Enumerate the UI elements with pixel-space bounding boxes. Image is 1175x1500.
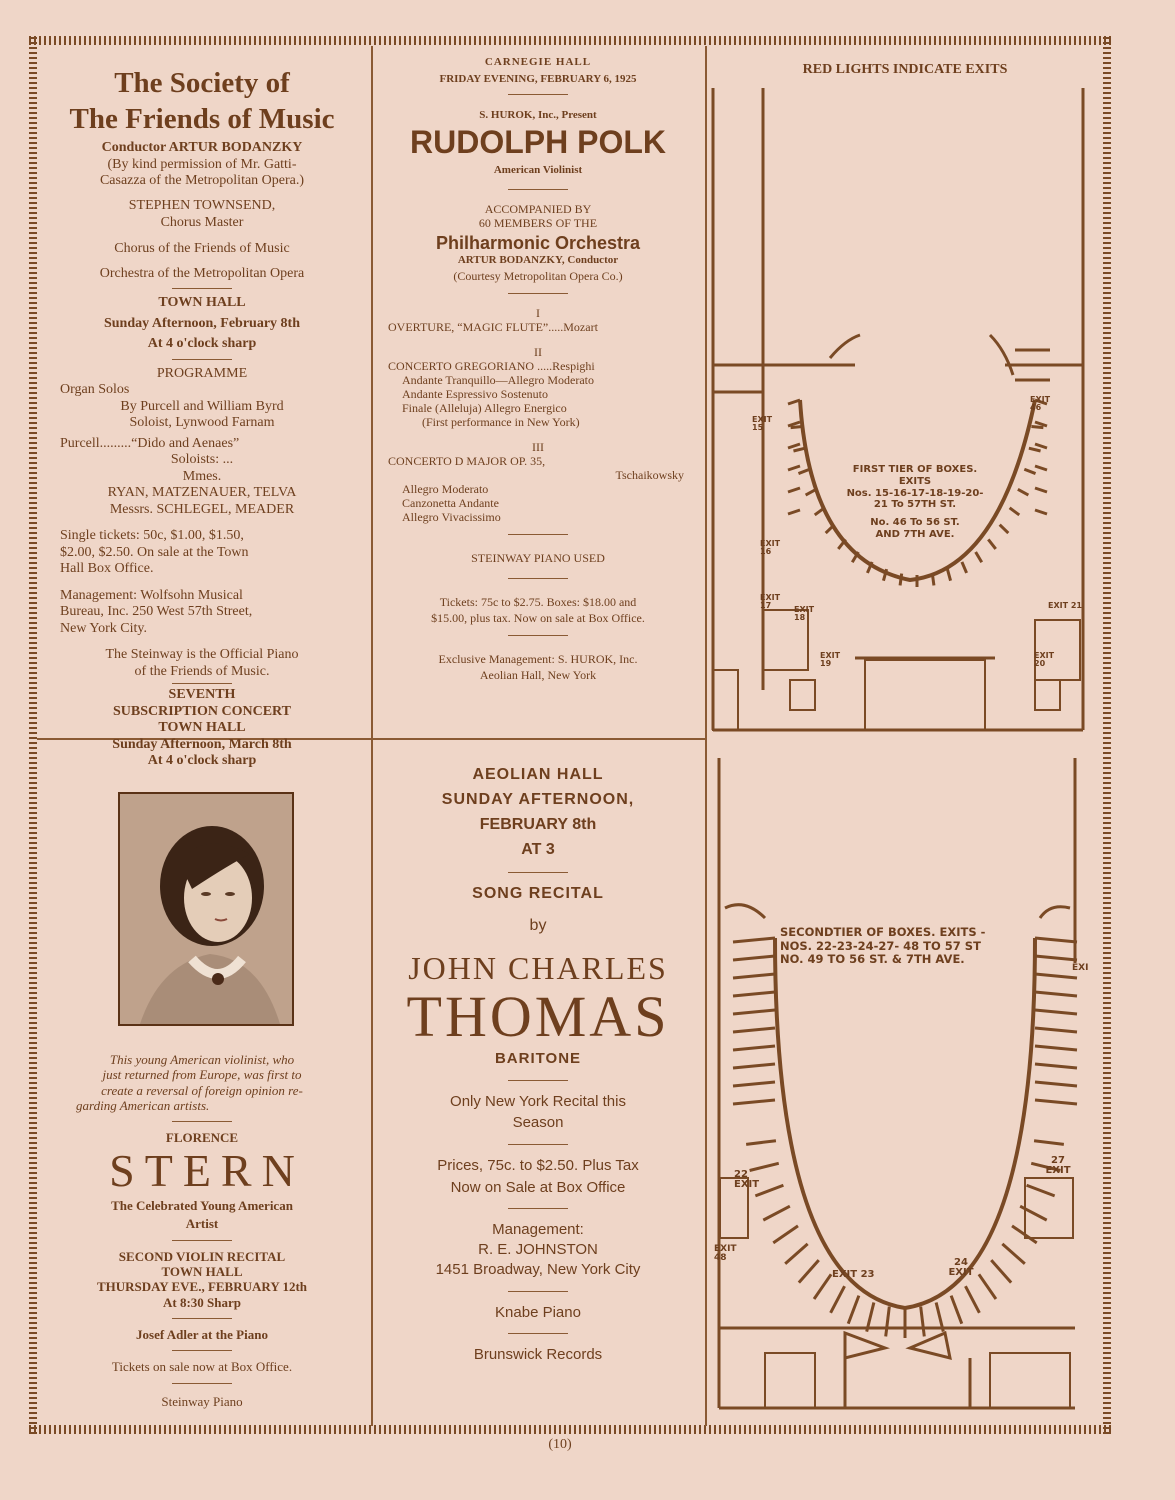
stern-last-name: STERN: [109, 1144, 305, 1196]
top-border: [29, 36, 1111, 45]
society-time: At 4 o'clock sharp: [147, 336, 257, 352]
singers-men: Messrs. SCHLEGEL, MEADER: [109, 501, 295, 517]
movement-3a: Allegro Moderato: [402, 482, 489, 497]
exit-21-label: EXIT 21: [1048, 601, 1082, 610]
box-seat-mark: [788, 466, 800, 470]
programme-heading: PROGRAMME: [156, 365, 248, 381]
box-seat-mark: [1010, 508, 1020, 515]
box-seat-mark: [1035, 1010, 1077, 1014]
box-seat-mark: [979, 1274, 996, 1299]
society-tickets-1: Single tickets: 50c, $1.00, $1.50,: [60, 528, 244, 544]
box-seat-mark: [1031, 426, 1043, 427]
chorus-master-title: Chorus Master: [160, 214, 244, 230]
separator: [172, 1240, 232, 1241]
society-steinway-1: The Steinway is the Official Piano: [105, 647, 299, 663]
box-seat-mark: [962, 562, 967, 573]
box-seat-mark: [1035, 466, 1047, 470]
box-seat-mark: [798, 469, 809, 473]
thomas-records: Brunswick Records: [473, 1346, 603, 1364]
separator: [508, 534, 568, 535]
purcell-work: Purcell.........“Dido and Aenaes”: [60, 435, 240, 451]
box-seat-mark: [1035, 1082, 1077, 1086]
box-seat-mark: [1034, 1141, 1064, 1145]
box-seat-mark: [1035, 1100, 1077, 1104]
separator: [508, 1144, 568, 1145]
box-seat-mark: [1029, 448, 1041, 451]
first-tier-label-2: Nos. 15-16-17-18-19-20-: [846, 487, 984, 499]
singers-women: RYAN, MATZENAUER, TELVA: [107, 485, 297, 501]
portrait-image: [120, 794, 292, 1024]
polk-excl-1: Exclusive Management: S. HUROK, Inc.: [438, 651, 638, 666]
polk-piano: STEINWAY PIANO USED: [471, 551, 605, 566]
page-number: (10): [548, 1437, 572, 1452]
box-seat-mark: [886, 1307, 890, 1337]
separator: [508, 293, 568, 294]
society-mgmt-2: Bureau, Inc. 250 West 57th Street,: [60, 604, 253, 620]
box-seat-mark: [733, 1100, 775, 1104]
first-tier-label: [845, 464, 985, 541]
stern-first-name: FLORENCE: [165, 1130, 239, 1146]
box-seat-mark: [733, 1064, 775, 1068]
thomas-ad: [382, 766, 694, 1364]
stern-desc-2: Artist: [185, 1216, 219, 1232]
society-tickets-2: $2.00, $2.50. On sale at the Town: [60, 544, 249, 560]
society-title-2: The Friends of Music: [69, 103, 335, 136]
thomas-date: FEBRUARY 8th: [479, 815, 597, 833]
separator: [508, 872, 568, 873]
polk-orchestra: Philharmonic Orchestra: [435, 232, 641, 253]
box-seat-mark: [1035, 956, 1077, 960]
box-seat-mark: [921, 1307, 925, 1337]
thomas-piano: Knabe Piano: [495, 1303, 581, 1321]
box-seat-mark: [733, 1010, 775, 1014]
society-permission-1: (By kind permission of Mr. Gatti-: [107, 156, 297, 172]
second-tier-label-3: NO. 49 TO 56 ST. & 7TH AVE.: [780, 952, 965, 967]
society-chorus: Chorus of the Friends of Music: [114, 241, 290, 257]
thomas-recital: SONG RECITAL: [472, 884, 604, 902]
box-seat-mark: [1035, 510, 1047, 514]
box-seat-mark: [976, 552, 982, 562]
box-seat-mark: [1035, 1064, 1077, 1068]
program-number-3: III: [532, 439, 544, 454]
movement-2d: (First performance in New York): [422, 415, 580, 430]
thomas-prices-1: Prices, 75c. to $2.50. Plus Tax: [437, 1157, 639, 1175]
box-seat-mark: [947, 569, 950, 581]
separator: [172, 1350, 232, 1351]
box-seat-mark: [848, 1296, 859, 1324]
stern-caption-3: create a reversal of foreign opinion re-: [101, 1082, 303, 1098]
polk-tickets-2: $15.00, plus tax. Now on sale at Box Office.: [431, 610, 645, 625]
stern-caption-4: garding American artists.: [76, 1097, 210, 1113]
separator: [508, 635, 568, 636]
organ-soloist: Soloist, Lynwood Farnam: [129, 415, 275, 431]
seventh-2: SUBSCRIPTION CONCERT: [112, 703, 292, 719]
exit-46-label: EXIT 46: [1030, 395, 1051, 412]
polk-courtesy: (Courtesy Metropolitan Opera Co.): [453, 269, 623, 284]
separator: [172, 288, 232, 289]
stern-steinway: Steinway Piano: [161, 1393, 243, 1409]
box-seat-mark: [988, 539, 995, 548]
box-seat-mark: [831, 1286, 845, 1313]
stern-caption-1: This young American violinist, who: [109, 1052, 295, 1067]
separator: [508, 94, 568, 95]
society-ad: [42, 66, 362, 770]
box-seat-mark: [1035, 974, 1077, 978]
exit-19-label: EXIT 19: [820, 651, 841, 668]
box-seat-mark: [799, 1260, 819, 1282]
polk-acc-1: ACCOMPANIED BY: [484, 201, 592, 216]
box-seat-mark: [1035, 488, 1047, 492]
separator: [172, 1121, 232, 1122]
seventh-1: SEVENTH: [168, 687, 236, 703]
society-mgmt-3: New York City.: [60, 620, 147, 636]
society-date: Sunday Afternoon, February 8th: [103, 315, 301, 331]
box-seat-mark: [788, 400, 800, 404]
polk-excl-2: Aeolian Hall, New York: [479, 668, 597, 683]
stern-desc-1: The Celebrated Young American: [111, 1197, 293, 1213]
program-number-1: I: [536, 306, 540, 321]
seventh-3: TOWN HALL: [158, 720, 246, 736]
exit-20-label: EXIT 20: [1034, 651, 1055, 668]
second-tier-label-2: NOS. 22-23-24-27- 48 TO 57 ST: [780, 938, 981, 953]
exits-header: RED LIGHTS INDICATE EXITS: [802, 62, 1008, 77]
box-seat-mark: [733, 956, 775, 960]
box-seat-mark: [1035, 992, 1077, 996]
box-seat-mark: [806, 489, 817, 495]
box-seat-mark: [1002, 1244, 1024, 1264]
thomas-only-1: Only New York Recital this: [450, 1092, 626, 1110]
polk-date: FRIDAY EVENING, FEBRUARY 6, 1925: [439, 72, 637, 85]
box-seat-mark: [785, 1244, 807, 1264]
thomas-only-2: Season: [512, 1114, 564, 1132]
exit-48-label: EXIT 48: [714, 1244, 737, 1263]
second-tier-label-1: SECONDTIER OF BOXES. EXITS -: [780, 925, 986, 939]
seventh-4: Sunday Afternoon, March 8th: [112, 736, 292, 752]
organ-solos: Organ Solos: [60, 382, 130, 398]
stern-recital: SECOND VIOLIN RECITAL: [118, 1248, 286, 1264]
separator: [508, 578, 568, 579]
box-seat-mark: [788, 422, 800, 426]
thomas-voice: BARITONE: [494, 1050, 582, 1067]
exit-18-label: EXIT 18: [794, 605, 815, 622]
thomas-address: 1451 Broadway, New York City: [435, 1260, 641, 1278]
first-tier-label-4: No. 46 To 56 ST.: [870, 517, 960, 529]
box-seat-mark: [1024, 469, 1035, 473]
separator: [508, 189, 568, 190]
box-seat-mark: [951, 1296, 962, 1324]
stern-piano: Josef Adler at the Piano: [136, 1326, 268, 1342]
polk-tickets-1: Tickets: 75c to $2.75. Boxes: $18.00 and: [439, 594, 637, 609]
movement-3c: Allegro Vivacissimo: [402, 510, 501, 525]
box-seat-mark: [1035, 444, 1047, 448]
program-concerto-d-major: CONCERTO D MAJOR OP. 35,: [388, 453, 546, 468]
society-title-1: The Society of: [114, 67, 290, 99]
box-seat-mark: [1000, 525, 1009, 533]
separator: [508, 1208, 568, 1209]
movement-2c: Finale (Alleluja) Allegro Energico: [402, 401, 567, 416]
exit-23-label: EXIT 23: [832, 1269, 875, 1280]
movement-3b: Canzonetta Andante: [402, 496, 499, 511]
polk-acc-2: 60 MEMBERS OF THE: [478, 215, 598, 230]
society-mgmt-1: Management: Wolfsohn Musical: [60, 587, 243, 603]
box-seat-mark: [900, 574, 902, 586]
movement-2a: Andante Tranquillo—Allegro Moderato: [402, 372, 594, 387]
box-seat-mark: [1035, 422, 1047, 426]
second-tier-label: [780, 926, 1020, 967]
box-seat-mark: [733, 992, 775, 996]
box-seat-mark: [1035, 1046, 1077, 1050]
box-seat-mark: [733, 1046, 775, 1050]
society-steinway-2: of the Friends of Music.: [134, 663, 270, 679]
column-divider-1: [371, 46, 373, 1426]
thomas-by: by: [529, 917, 547, 935]
stern-ad: [42, 1052, 362, 1409]
program-overture: OVERTURE, “MAGIC FLUTE”.....Mozart: [388, 320, 598, 335]
box-seat-mark: [1035, 1028, 1077, 1032]
polk-hall: CARNEGIE HALL: [484, 56, 592, 68]
stern-date: THURSDAY EVE., FEBRUARY 12th: [96, 1279, 308, 1295]
first-tier-label-5: AND 7TH AVE.: [875, 528, 955, 540]
society-tickets-3: Hall Box Office.: [60, 561, 154, 577]
society-venue: TOWN HALL: [158, 295, 246, 311]
polk-ad: [382, 56, 694, 682]
chorus-master-name: STEPHEN TOWNSEND,: [128, 197, 276, 213]
box-seat-mark: [1027, 1185, 1055, 1196]
program-concerto-gregoriano: CONCERTO GREGORIANO .....Respighi: [388, 358, 595, 373]
box-seat-mark: [1035, 938, 1077, 942]
polk-name: RUDOLPH POLK: [410, 123, 666, 160]
stern-tickets: Tickets on sale now at Box Office.: [111, 1359, 293, 1375]
program-number-2: II: [534, 344, 542, 359]
thomas-hall: AEOLIAN HALL: [472, 766, 604, 783]
box-seat-mark: [965, 1286, 979, 1313]
polk-presenter: S. HUROK, Inc., Present: [479, 108, 597, 121]
society-orchestra: Orchestra of the Metropolitan Opera: [99, 265, 305, 281]
mmes-label: Mmes.: [182, 468, 222, 484]
thomas-first-name: JOHN CHARLES: [408, 950, 668, 987]
stern-time: At 8:30 Sharp: [162, 1294, 241, 1310]
polk-conductor: ARTUR BODANZKY, Conductor: [457, 254, 619, 267]
soloists-label: Soloists: ...: [170, 452, 234, 468]
stern-portrait: [118, 792, 294, 1026]
separator: [172, 359, 232, 360]
box-seat-mark: [733, 974, 775, 978]
society-conductor: Conductor ARTUR BODANZKY: [101, 140, 303, 156]
box-seat-mark: [932, 574, 934, 586]
separator: [172, 1383, 232, 1384]
program-composer-3: Tschaikowsky: [615, 467, 684, 482]
separator: [172, 683, 232, 684]
box-seat-mark: [788, 444, 800, 448]
exit-17-label: EXIT 17: [760, 593, 781, 610]
separator: [172, 1318, 232, 1319]
box-seat-mark: [773, 1226, 798, 1243]
thomas-last-name: THOMAS: [406, 984, 670, 1049]
exit-27-label: 27 EXIT: [1045, 1155, 1071, 1176]
exit-22-label: 22 EXIT: [734, 1169, 760, 1190]
thomas-mgmt: Management:: [492, 1221, 584, 1239]
separator: [508, 1333, 568, 1334]
thomas-manager: R. E. JOHNSTON: [478, 1241, 598, 1259]
left-border: [29, 36, 37, 1434]
exit-16-label: EXIT 16: [760, 539, 781, 556]
thomas-prices-2: Now on Sale at Box Office: [450, 1178, 626, 1196]
exit-24-label: 24 EXIT: [948, 1257, 974, 1278]
box-seat-mark: [788, 488, 800, 492]
box-seat-mark: [791, 426, 803, 427]
second-tier-seats: [733, 938, 1077, 1338]
seventh-5: At 4 o'clock sharp: [147, 753, 257, 769]
box-seat-mark: [733, 938, 775, 942]
box-seat-mark: [1018, 489, 1029, 495]
thomas-time: AT 3: [521, 840, 555, 858]
stern-venue: TOWN HALL: [161, 1263, 243, 1279]
box-seat-mark: [746, 1141, 776, 1145]
society-permission-2: Casazza of the Metropolitan Opera.): [99, 173, 305, 189]
box-seat-mark: [763, 1206, 790, 1220]
first-tier-label-3: 21 To 57TH ST.: [873, 499, 957, 511]
box-seat-mark: [733, 1028, 775, 1032]
separator: [508, 1080, 568, 1081]
movement-2b: Andante Espressivo Sostenuto: [402, 387, 548, 402]
exit-15-label: EXIT 15: [752, 415, 773, 432]
box-seat-mark: [814, 1274, 831, 1299]
box-seat-mark: [788, 510, 800, 514]
box-seat-mark: [793, 448, 805, 451]
box-seat-mark: [733, 1082, 775, 1086]
polk-role: American Violinist: [493, 163, 583, 176]
exit-cut-label: EXI: [1072, 963, 1089, 973]
box-seat-mark: [991, 1260, 1011, 1282]
separator: [508, 1291, 568, 1292]
second-tier-floor-plan: [705, 748, 1105, 1428]
thomas-day: SUNDAY AFTERNOON,: [441, 790, 635, 808]
first-tier-label-1: FIRST TIER OF BOXES. EXITS: [852, 464, 978, 487]
stern-caption-2: just returned from Europe, was first to: [102, 1067, 302, 1083]
organ-composers: By Purcell and William Byrd: [120, 398, 284, 414]
